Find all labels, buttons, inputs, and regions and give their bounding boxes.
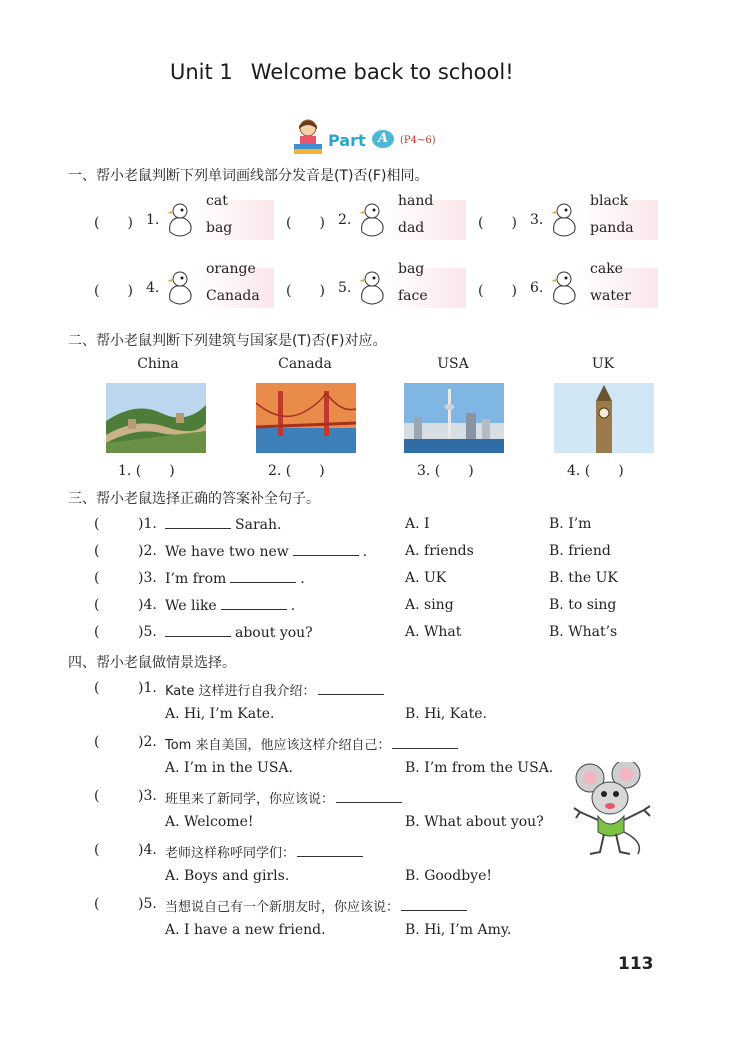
fill-blank[interactable] — [297, 844, 363, 857]
fill-blank[interactable] — [318, 682, 384, 695]
answer-paren-open[interactable]: ( — [94, 516, 100, 532]
answer-paren-open[interactable]: ( — [94, 842, 100, 858]
answer-slot[interactable]: 3. ( ) — [417, 463, 474, 479]
option-a[interactable]: A. What — [405, 624, 462, 640]
duck-icon — [164, 202, 194, 238]
fill-blank[interactable] — [165, 624, 231, 637]
answer-paren-open[interactable]: ( — [94, 680, 100, 696]
option-b[interactable]: B. What about you? — [405, 814, 544, 830]
answer-paren-open[interactable]: ( — [94, 896, 100, 912]
option-b[interactable]: B. friend — [549, 543, 611, 559]
word-bottom: panda — [590, 220, 634, 236]
answer-paren[interactable]: ( ) — [286, 283, 325, 299]
question-number: )4. — [138, 597, 157, 613]
mouse-mascot-icon — [568, 762, 658, 860]
sentence-after: . — [362, 544, 368, 560]
reading-girl-icon — [290, 117, 326, 157]
word-top: orange — [206, 261, 256, 277]
fill-blank[interactable] — [293, 543, 359, 556]
sentence — [165, 624, 313, 641]
unit-name: Welcome back to school! — [250, 60, 514, 84]
question-text — [165, 896, 471, 915]
fill-blank[interactable] — [392, 736, 458, 749]
country-label: UK — [591, 356, 615, 372]
golden-gate-bridge-photo — [256, 383, 356, 453]
question-number: 3. — [530, 212, 544, 228]
question-number: )2. — [138, 734, 157, 750]
answer-paren[interactable]: ( ) — [286, 215, 325, 231]
option-b[interactable]: B. to sing — [549, 597, 617, 613]
question-prompt: Kate 这样进行自我介绍： — [165, 684, 316, 699]
section-4-heading: 四、帮小老鼠做情景选择。 — [68, 655, 236, 671]
duck-icon — [356, 202, 386, 238]
fill-blank[interactable] — [165, 516, 231, 529]
answer-paren[interactable]: ( ) — [94, 215, 133, 231]
answer-paren-open[interactable]: ( — [94, 788, 100, 804]
answer-paren-open[interactable]: ( — [94, 624, 100, 640]
part-label: Part — [328, 131, 366, 150]
option-a[interactable]: A. I’m in the USA. — [165, 760, 293, 776]
answer-slot[interactable]: 4. ( ) — [567, 463, 624, 479]
big-ben-photo — [554, 383, 654, 453]
question-number: )1. — [138, 516, 157, 532]
section-1-heading: 一、帮小老鼠判断下列单词画线部分发音是(T)否(F)相同。 — [68, 168, 429, 184]
option-b[interactable]: B. I’m from the USA. — [405, 760, 554, 776]
option-a[interactable]: A. sing — [405, 597, 454, 613]
fill-blank[interactable] — [230, 570, 296, 583]
sentence-after: . — [290, 598, 296, 614]
option-a[interactable]: A. I have a new friend. — [165, 922, 326, 938]
sentence — [165, 570, 305, 587]
option-b[interactable]: B. What’s — [549, 624, 618, 640]
question-text — [165, 788, 406, 807]
section-2-heading: 二、帮小老鼠判断下列建筑与国家是(T)否(F)对应。 — [68, 333, 387, 349]
duck-icon — [548, 270, 578, 306]
sentence — [165, 516, 281, 533]
sentence-after: Sarah. — [235, 517, 282, 533]
cn-tower-photo — [404, 383, 504, 453]
answer-paren-open[interactable]: ( — [94, 734, 100, 750]
question-number: )3. — [138, 788, 157, 804]
unit-number: Unit 1 — [170, 60, 233, 84]
sentence-before: We like — [165, 598, 217, 614]
page-number: 113 — [618, 954, 654, 974]
sentence-before: I’m from — [165, 571, 227, 587]
option-a[interactable]: A. Hi, I’m Kate. — [165, 706, 275, 722]
part-badge — [290, 117, 450, 157]
option-a[interactable]: A. I — [405, 516, 430, 532]
question-prompt: Tom 来自美国，他应该这样介绍自己： — [165, 738, 391, 753]
option-a[interactable]: A. UK — [405, 570, 447, 586]
sentence-before: We have two new — [165, 544, 289, 560]
word-bottom: bag — [206, 220, 233, 236]
option-b[interactable]: B. Hi, I’m Amy. — [405, 922, 512, 938]
word-top: bag — [398, 261, 425, 277]
question-number: )1. — [138, 680, 157, 696]
question-number: 1. — [146, 212, 160, 228]
duck-icon — [548, 202, 578, 238]
question-number: )4. — [138, 842, 157, 858]
word-top: cat — [206, 193, 228, 209]
question-text — [165, 734, 462, 753]
option-a[interactable]: A. Boys and girls. — [165, 868, 290, 884]
answer-paren[interactable]: ( ) — [478, 215, 517, 231]
word-top: hand — [398, 193, 434, 209]
answer-paren[interactable]: ( ) — [478, 283, 517, 299]
country-label: Canada — [278, 356, 332, 372]
question-text — [165, 680, 388, 699]
question-number: )5. — [138, 896, 157, 912]
sentence — [165, 597, 295, 614]
option-a[interactable]: A. friends — [405, 543, 474, 559]
question-number: )3. — [138, 570, 157, 586]
question-prompt: 老师这样称呼同学们： — [165, 846, 296, 861]
word-bottom: face — [398, 288, 428, 304]
sentence-after: . — [300, 571, 305, 587]
option-b[interactable]: B. I’m — [549, 516, 592, 532]
word-bottom: water — [590, 288, 631, 304]
word-bottom: dad — [398, 220, 425, 236]
sentence — [165, 543, 367, 560]
answer-paren-open[interactable]: ( — [94, 543, 100, 559]
answer-paren-open[interactable]: ( — [94, 597, 100, 613]
section-3-heading: 三、帮小老鼠选择正确的答案补全句子。 — [68, 491, 320, 507]
word-bottom: Canada — [206, 288, 260, 304]
fill-blank[interactable] — [401, 898, 467, 911]
question-text — [165, 842, 367, 861]
answer-slot[interactable]: 2. ( ) — [268, 463, 325, 479]
word-top: cake — [590, 261, 623, 277]
question-number: 6. — [530, 280, 544, 296]
fill-blank[interactable] — [221, 597, 287, 610]
country-label: China — [137, 356, 179, 372]
word-top: black — [590, 193, 629, 209]
duck-icon — [164, 270, 194, 306]
answer-slot[interactable]: 1. ( ) — [118, 463, 175, 479]
part-pages: (P4~6) — [400, 135, 436, 146]
option-b[interactable]: B. Goodbye! — [405, 868, 492, 884]
question-number: 2. — [338, 212, 352, 228]
option-b[interactable]: B. the UK — [549, 570, 618, 586]
page-title — [170, 60, 514, 84]
question-number: 4. — [146, 280, 160, 296]
answer-paren-open[interactable]: ( — [94, 570, 100, 586]
country-label: USA — [437, 356, 469, 372]
question-prompt: 班里来了新同学，你应该说： — [165, 792, 335, 807]
answer-paren[interactable]: ( ) — [94, 283, 133, 299]
duck-icon — [356, 270, 386, 306]
question-prompt: 当想说自己有一个新朋友时，你应该说： — [165, 900, 400, 915]
question-number: 5. — [338, 280, 352, 296]
sentence-after: about you? — [235, 625, 313, 641]
great-wall-photo — [106, 383, 206, 453]
question-number: )5. — [138, 624, 157, 640]
part-letter: A — [372, 130, 394, 148]
option-a[interactable]: A. Welcome! — [165, 814, 254, 830]
option-b[interactable]: B. Hi, Kate. — [405, 706, 487, 722]
question-number: )2. — [138, 543, 157, 559]
fill-blank[interactable] — [336, 790, 402, 803]
